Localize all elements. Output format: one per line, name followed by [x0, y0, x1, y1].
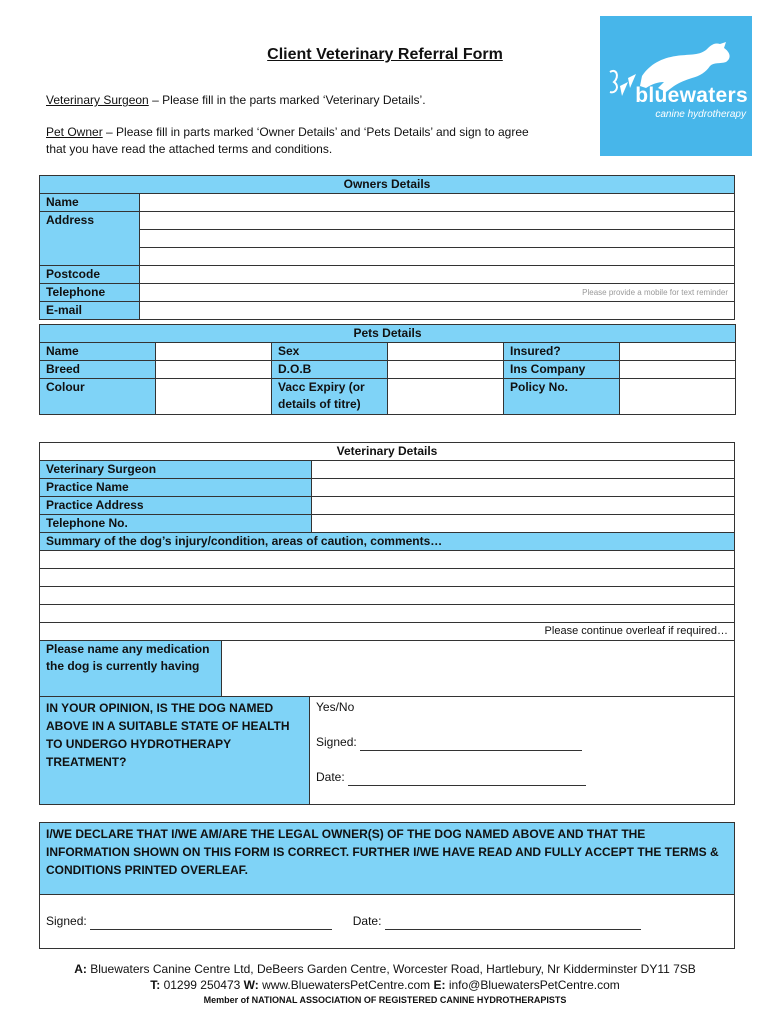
owner-postcode-field[interactable] — [140, 266, 735, 284]
practice-address-field[interactable] — [312, 497, 735, 515]
pet-dob-field[interactable] — [388, 361, 504, 379]
footer-member: Member of NATIONAL ASSOCIATION OF REGISTERED CANINE HYDROTHERAPISTS — [203, 995, 567, 1005]
bluewaters-logo — [600, 16, 752, 156]
vet-date-row — [316, 769, 728, 786]
pet-breed-label: Breed — [40, 361, 156, 379]
owner-address-field-3[interactable] — [140, 248, 735, 266]
owner-instruction-text-1: – Please fill in parts marked ‘Owner Details’ and ‘Pets Details’ and sign to agree — [102, 125, 529, 139]
declaration-date-line[interactable] — [385, 918, 641, 930]
page-title: Client Veterinary Referral Form — [267, 46, 503, 63]
owner-instruction-text-2: that you have read the attached terms and conditions. — [46, 142, 333, 156]
vet-signed-label: Signed: — [316, 735, 357, 749]
vet-surgeon-label: Veterinary Surgeon — [40, 461, 312, 479]
footer-contacts — [0, 978, 770, 992]
footer-phone: 01299 250473 — [160, 978, 244, 992]
declaration-signature-line[interactable] — [90, 918, 332, 930]
footer-address-text: Bluewaters Canine Centre Ltd, DeBeers Garden Centre, Worcester Road, Hartlebury, Nr Kidderminster DY11 7SB — [86, 962, 696, 976]
footer-email[interactable]: info@BluewatersPetCentre.com — [445, 978, 620, 992]
owner-address-label: Address — [40, 212, 140, 266]
pet-policy-field[interactable] — [620, 379, 736, 415]
pet-name-label: Name — [40, 343, 156, 361]
summary-line-2[interactable] — [40, 569, 735, 587]
telephone-note: Please provide a mobile for text reminder — [582, 288, 728, 297]
owner-telephone-field[interactable] — [140, 284, 735, 302]
pets-details-table — [39, 324, 736, 415]
owners-heading: Owners Details — [40, 176, 735, 194]
vet-telephone-field[interactable] — [312, 515, 735, 533]
pet-vacc-label: Vacc Expiry (or details of titre) — [272, 379, 388, 415]
footer-e-label: E: — [433, 978, 446, 992]
vet-details-table — [39, 442, 735, 805]
owner-address-field-1[interactable] — [140, 212, 735, 230]
vet-date-line[interactable] — [348, 774, 586, 786]
practice-name-field[interactable] — [312, 479, 735, 497]
pets-heading: Pets Details — [40, 325, 736, 343]
declaration-signed-label: Signed: — [46, 914, 87, 928]
opinion-answer-cell — [310, 697, 735, 805]
owner-instruction-label: Pet Owner — [46, 125, 103, 139]
pet-vacc-field[interactable] — [388, 379, 504, 415]
declaration-date-label: Date: — [352, 914, 382, 928]
owner-postcode-label: Postcode — [40, 266, 140, 284]
footer-a-label: A: — [74, 962, 87, 976]
pet-breed-field[interactable] — [156, 361, 272, 379]
declaration-sign-cell — [40, 895, 735, 949]
vet-instruction-text: – Please fill in the parts marked ‘Veterinary Details’. — [148, 93, 426, 107]
declaration-table — [39, 822, 735, 949]
vet-signature-line[interactable] — [360, 739, 582, 751]
pet-sex-label: Sex — [272, 343, 388, 361]
owner-email-label: E-mail — [40, 302, 140, 320]
footer-w-label: W: — [243, 978, 259, 992]
owners-details-table — [39, 175, 735, 320]
vet-heading: Veterinary Details — [40, 443, 735, 461]
owner-instruction — [46, 124, 529, 158]
vet-telephone-label: Telephone No. — [40, 515, 312, 533]
pet-ins-company-field[interactable] — [620, 361, 736, 379]
medication-field[interactable] — [222, 641, 735, 697]
footer-web[interactable]: www.BluewatersPetCentre.com — [258, 978, 434, 992]
summary-line-3[interactable] — [40, 587, 735, 605]
opinion-question: IN YOUR OPINION, IS THE DOG NAMED ABOVE IN A SUITABLE STATE OF HEALTH TO UNDERGO HYDROTHERAPY TREATMENT? — [40, 697, 310, 805]
pet-dob-label: D.O.B — [272, 361, 388, 379]
summary-line-1[interactable] — [40, 551, 735, 569]
vet-date-label: Date: — [316, 770, 345, 784]
pet-insured-label: Insured? — [504, 343, 620, 361]
continue-note: Please continue overleaf if required… — [40, 623, 735, 641]
owner-email-field[interactable] — [140, 302, 735, 320]
logo-tagline: canine hydrotherapy — [655, 109, 746, 120]
declaration-text: I/WE DECLARE THAT I/WE AM/ARE THE LEGAL OWNER(S) OF THE DOG NAMED ABOVE AND THAT THE INFORMATION SHOWN ON THIS FORM IS CORRECT. FURTHER I/WE HAVE READ AND FULLY ACCEPT THE TERMS & CONDITIONS PRINTED OVERLEAF. — [40, 823, 735, 895]
pet-sex-field[interactable] — [388, 343, 504, 361]
pet-insured-field[interactable] — [620, 343, 736, 361]
footer-t-label: T: — [150, 978, 161, 992]
logo-name: bluewaters — [635, 84, 748, 107]
summary-label: Summary of the dog’s injury/condition, areas of caution, comments… — [40, 533, 735, 551]
vet-instruction — [46, 92, 426, 109]
practice-name-label: Practice Name — [40, 479, 312, 497]
medication-label: Please name any medication the dog is currently having — [40, 641, 222, 697]
owner-telephone-label: Telephone — [40, 284, 140, 302]
vet-surgeon-field[interactable] — [312, 461, 735, 479]
pet-colour-field[interactable] — [156, 379, 272, 415]
owner-address-field-2[interactable] — [140, 230, 735, 248]
pet-colour-label: Colour — [40, 379, 156, 415]
footer-address — [0, 962, 770, 976]
pet-ins-company-label: Ins Company — [504, 361, 620, 379]
owner-name-label: Name — [40, 194, 140, 212]
pet-policy-label: Policy No. — [504, 379, 620, 415]
owner-name-field[interactable] — [140, 194, 735, 212]
practice-address-label: Practice Address — [40, 497, 312, 515]
pet-name-field[interactable] — [156, 343, 272, 361]
vet-signed-row — [316, 734, 728, 751]
summary-line-4[interactable] — [40, 605, 735, 623]
yes-no-option[interactable]: Yes/No — [316, 700, 355, 714]
vet-instruction-label: Veterinary Surgeon — [46, 93, 149, 107]
